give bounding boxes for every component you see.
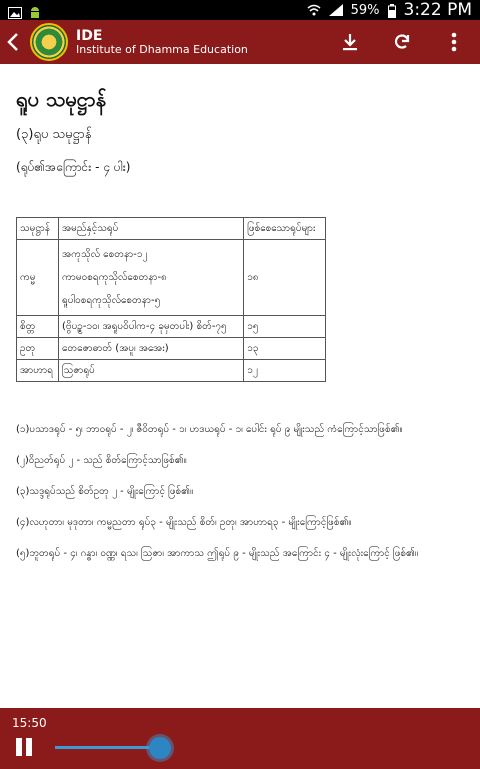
table-cell: ၁၂ [244,360,326,382]
table-row [17,316,326,338]
player-time: 15:50 [12,716,47,730]
table-cell: ဩဇာရုပ် [58,360,243,382]
chevron-left-icon [7,32,19,52]
table-header: ဖြစ်စေသောရုပ်များ [244,218,326,240]
app-logo [30,23,68,61]
table-cell: (ဗွိပဉ္စ-၁၀၊ အရူပဝိပါက-၄ ခုမှတပါး) စိတ်-၇၅ [58,316,243,338]
cell-line: အကုသိုလ် စေတနာ-၁၂ [61,249,148,260]
cell-line: ကာမဝစရကုသိုလ်စေတနာ-၈ [61,272,167,283]
section-title: (၃)ရုပ သမုဋ္ဌာန် [16,127,92,142]
table-header: သမုဋ္ဌာန် [17,218,59,240]
battery-icon [388,4,396,16]
note-item: (၅)ဘူတရုပ် - ၄၊ ဂန္ဓာ၊ ဝဏ္ဏ၊ ရသ၊ ဩဇာ၊ အာကာသ ဤရုပ် ၉ - မျိုးသည် အကြောင်း ၄ - မျိုးလုံးကြောင့် ဖြစ်၏။ [16,548,418,559]
table-cell: ဥတု [17,338,59,360]
notes-list [16,422,464,561]
refresh-button[interactable] [376,20,428,64]
table-cell: ၁၅ [244,316,326,338]
cell-line: ရူပါဝစရကုသိုလ်စေတနာ-၅ [61,295,161,306]
gallery-icon [8,4,22,16]
pause-button[interactable] [16,738,34,756]
table-header: အမည်နှင့်သရုပ် [58,218,243,240]
table-cell: ၁၃ [244,338,326,360]
status-time: 3:22 PM [403,0,472,20]
table-cell: စိတ္တ [17,316,59,338]
table-row [17,240,326,316]
table-cell [58,240,243,316]
refresh-icon [392,32,412,52]
download-button[interactable] [324,20,376,64]
note-item: (၄)လဟုတာ၊ မုဒုတာ၊ ကမ္မညတာ ရုပ်၃ - မျိုးသည် စိတ်၊ ဥတု၊ အာဟာရ၃ - မျိုးကြောင့်ဖြစ်၏။ [16,517,352,528]
app-bar [0,20,480,64]
note-item: (၂)ဝိညတ်ရုပ် ၂ - သည် စိတ်ကြောင့်သာဖြစ်၏။ [16,455,187,466]
back-button[interactable] [0,20,26,64]
note-item: (၃)သဒ္ဒရုပ်သည် စိတ်ဥတု ၂ - မျိုးကြောင့် ဖြစ်၏။ [16,486,194,497]
table-cell: ကမ္မ [17,240,59,316]
download-icon [341,33,359,51]
app-title: IDE [76,27,103,44]
overflow-menu-button[interactable] [428,20,480,64]
android-icon [28,4,42,16]
table-cell: အာဟာရ [17,360,59,382]
wifi-icon [307,4,321,16]
lesson-content[interactable] [0,64,480,708]
audio-player [0,708,480,769]
section-subtitle: (ရုပ်၏အကြောင်း - ၄ ပါး) [16,160,131,174]
samutthana-table [16,217,326,382]
app-subtitle: Institute of Dhamma Education [76,42,248,56]
table-header-row [17,218,326,240]
pause-icon [16,738,22,756]
status-bar [0,0,480,20]
note-item: (၁)ပသာဒရုပ် - ၅၊ ဘာဝရုပ် - ၂၊ ဇီဝိတရုပ် - ၁၊ ဟဒယရုပ် - ၁၊ ပေါင်း ရုပ် ၉ မျိုးသည် ကံကြောင့်သာဖြစ်၏။ [16,424,403,435]
page-title: ရူပ သမုဋ္ဌာန် [16,87,107,111]
seek-bar-thumb[interactable] [149,737,171,759]
signal-icon [329,4,343,16]
more-vert-icon [451,32,457,52]
battery-percent: 59% [350,2,380,18]
table-row [17,360,326,382]
pause-icon-bar [26,738,32,756]
table-row [17,338,326,360]
table-cell: ၁၈ [244,240,326,316]
table-cell: တေဇောဓာတ် (အပူ၊ အအေး) [58,338,243,360]
